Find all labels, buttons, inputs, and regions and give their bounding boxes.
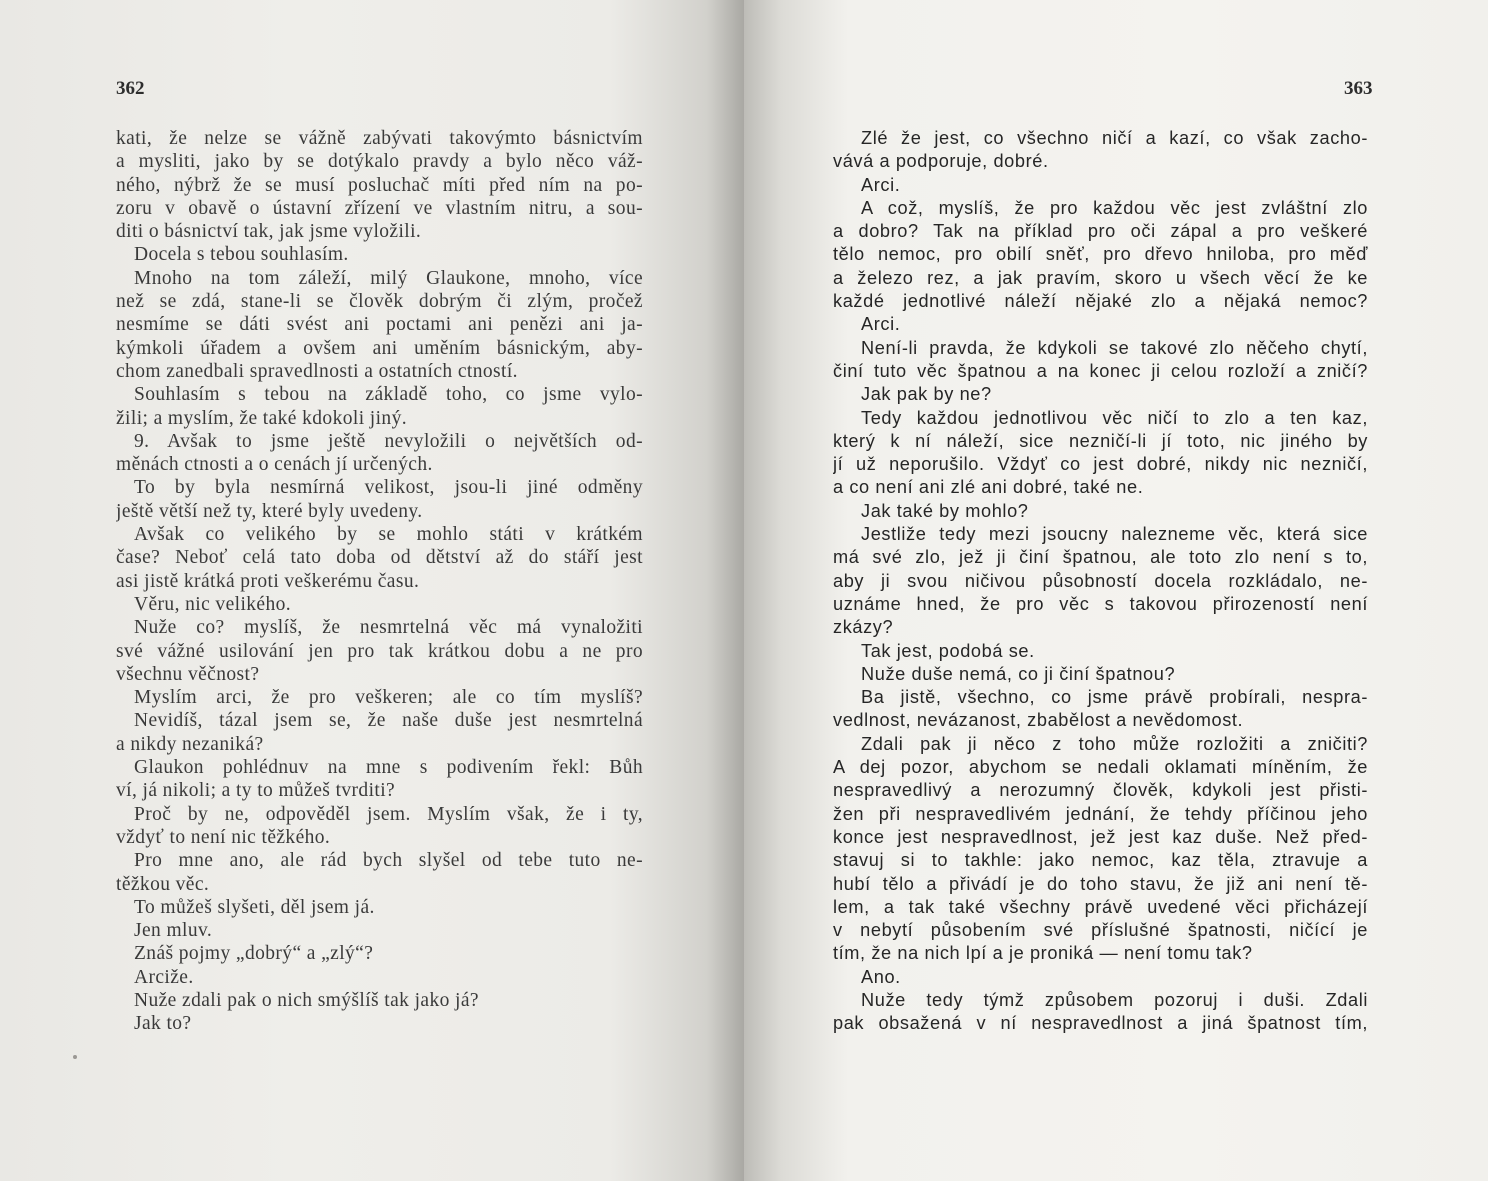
text-line: žen při nespravedlivém jednání, že tehdy příčinou jeho <box>833 803 1368 824</box>
text-line: Věru, nic velikého. <box>134 593 292 615</box>
text-line: Tedy každou jednotlivou věc ničí to zlo a ten kaz, <box>861 407 1368 428</box>
text-line: a co není ani zlé ani dobré, také ne. <box>833 477 1144 498</box>
text-line: Nevidíš, tázal jsem se, že naše duše jest nesmrtelná <box>134 710 643 732</box>
text-line: asi jistě krátká proti veškerému času. <box>116 570 420 592</box>
page-number: 362 <box>116 78 145 99</box>
text-line: Mnoho na tom záleží, milý Glaukone, mnoho, více <box>134 267 643 289</box>
paper-speck <box>73 1055 77 1059</box>
text-line: a nikdy nezaniká? <box>116 733 264 755</box>
text-line: žili; a myslím, že také kdokoli jiný. <box>116 407 407 429</box>
text-line: a železo rez, a jak pravím, skoro u všech věcí že ke <box>833 267 1368 288</box>
text-line: všechnu věčnost? <box>116 663 260 685</box>
text-line: Nuže co? myslíš, že nesmrtelná věc má vynaložiti <box>134 617 643 639</box>
text-line: Arci. <box>861 314 901 335</box>
text-line: A což, myslíš, že pro každou věc jest zvláštní zlo <box>861 197 1368 218</box>
text-line: těžkou věc. <box>116 873 210 895</box>
text-line: ví, já nikoli; a ty to můžeš tvrditi? <box>116 780 396 802</box>
text-line: kati, že nelze se vážně zabývati takovýmto básnictvím <box>116 128 643 149</box>
text-line: nesmíme se dáti svést ani poctami ani penězi ani ja- <box>116 314 643 336</box>
text-line: jí už neporušilo. Vždyť co jest dobré, nikdy nic nezničí, <box>833 454 1368 475</box>
text-line: aby ji svou ničivou působností docela rozkládalo, ne- <box>833 570 1368 591</box>
text-line: vždyť to není nic těžkého. <box>116 826 331 848</box>
text-line: Docela s tebou souhlasím. <box>134 244 349 266</box>
text-line: Nuže tedy týmž způsobem pozoruj i duši. Zdali <box>861 989 1368 1010</box>
text-line: Jak to? <box>134 1013 192 1035</box>
text-line: lem, a tak také všechny právě uvedené věci přicházejí <box>833 896 1368 917</box>
text-line: Myslím arci, že pro veškeren; ale co tím myslíš? <box>134 687 643 709</box>
text-line: v nebytí působením své příslušné špatnosti, ničící je <box>833 920 1368 941</box>
text-line: Jak pak by ne? <box>861 384 992 405</box>
text-line: Tak jest, podobá se. <box>861 640 1035 661</box>
text-line: ného, nýbrž že se musí posluchač míti před ním na po- <box>116 174 643 196</box>
text-line: zoru v obavě o ústavní zřízení ve vlastním nitru, a sou- <box>116 197 643 219</box>
text-line: To by byla nesmírná velikost, jsou-li jiné odměny <box>134 477 643 499</box>
text-line: Znáš pojmy „dobrý“ a „zlý“? <box>134 943 374 965</box>
text-line: Ano. <box>861 966 901 987</box>
text-line: Zdali pak ji něco z toho může rozložiti a zničiti? <box>861 733 1368 754</box>
text-line: 9. Avšak to jsme ještě nevyložili o největších od- <box>134 430 643 452</box>
right-page <box>744 0 1488 1181</box>
text-line: Zlé že jest, co všechno ničí a kazí, co však zacho- <box>861 128 1368 148</box>
text-line: který k ní náleží, sice nezničí-li jí toto, nic jiného by <box>833 430 1368 451</box>
text-line: A dej pozor, abychom se nedali oklamati míněním, že <box>833 757 1368 778</box>
text-line: Nuže duše nemá, co ji činí špatnou? <box>861 663 1176 684</box>
text-line: Jestliže tedy mezi jsoucny nalezneme věc, která sice <box>861 524 1368 545</box>
text-line: a mysliti, jako by se dotýkalo pravdy a bylo něco váž- <box>116 151 643 173</box>
text-line: stavuj si to takhle: jako nemoc, kaz těla, ztravuje a <box>833 850 1368 871</box>
text-line: Jak také by mohlo? <box>861 500 1029 521</box>
text-line: Proč by ne, odpověděl jsem. Myslím však, že i ty, <box>134 803 643 825</box>
text-line: zkázy? <box>833 617 894 638</box>
text-line: tím, že na nich lpí a je proniká — není tomu tak? <box>833 943 1253 964</box>
text-line: nespravedlivý a nerozumný člověk, kdykoli jest přisti- <box>833 780 1368 801</box>
text-line: tělo nemoc, pro obilí sněť, pro dřevo hniloba, pro měď <box>833 244 1368 265</box>
text-line: Pro mne ano, ale rád bych slyšel od tebe tuto ne- <box>134 850 643 872</box>
text-line: vedlnost, nevázanost, zbabělost a nevědomost. <box>833 710 1244 731</box>
text-line: každé jednotlivé náleží nějaké zlo a nějaká nemoc? <box>833 291 1368 312</box>
text-line: Nuže zdali pak o nich smýšlíš tak jako já? <box>134 989 479 1011</box>
text-line: To můžeš slyšeti, děl jsem já. <box>134 896 375 918</box>
text-line: a dobro? Tak na příklad pro oči zápal a pro veškeré <box>833 221 1368 242</box>
page-number: 363 <box>1344 78 1373 99</box>
text-line: činí tuto věc špatnou a na konec ji celou rozloží a zničí? <box>833 360 1368 381</box>
text-line: Arci. <box>861 174 901 195</box>
text-line: Arciže. <box>134 966 194 988</box>
text-line: Není-li pravda, že kdykoli se takové zlo něčeho chytí, <box>861 337 1368 358</box>
text-line: než se zdá, stane-li se člověk dobrým či zlým, pročež <box>116 291 643 313</box>
text-line: své vážné usilování jen pro tak krátkou dobu a ne pro <box>116 640 643 662</box>
text-line: kýmkoli úřadem a ovšem ani uměním básnickým, aby- <box>116 337 643 359</box>
text-line: Ba jistě, všechno, co jsme právě probírali, nespra- <box>861 687 1368 708</box>
text-line: Jen mluv. <box>134 920 213 942</box>
text-line: konce jest nespravedlnost, jež jest kaz duše. Než před- <box>833 826 1368 847</box>
text-line: diti o básnictví tak, jak jsme vyložili. <box>116 221 422 243</box>
text-line: hubí tělo a přivádí je do toho stavu, že již ani není tě- <box>833 873 1368 894</box>
page-text-column <box>116 127 643 1036</box>
text-line: chom zanedbali spravedlnosti a ostatních ctností. <box>116 360 518 382</box>
text-line: vává a podporuje, dobré. <box>833 151 1049 172</box>
text-line: má své zlo, jež ji činí špatnou, ale toto zlo není s to, <box>833 547 1368 568</box>
text-line: měnách ctnosti a o cenách jí určených. <box>116 454 433 476</box>
text-line: ještě větší než ty, které byly uvedeny. <box>116 500 423 522</box>
text-line: Avšak co velikého by se mohlo státi v krátkém <box>134 524 643 546</box>
text-line: pak obsažená v ní nespravedlnost a jiná špatnost tím, <box>833 1013 1368 1034</box>
text-line: Glaukon pohlédnuv na mne s podivením řekl: Bůh <box>134 757 643 779</box>
text-line: čase? Neboť celá tato doba od dětství až do stáří jest <box>116 547 643 569</box>
page-text-column <box>833 127 1368 1036</box>
text-line: uznáme hned, že pro věc s takovou přirozeností není <box>833 593 1368 614</box>
text-line: Souhlasím s tebou na základě toho, co jsme vylo- <box>134 384 643 406</box>
